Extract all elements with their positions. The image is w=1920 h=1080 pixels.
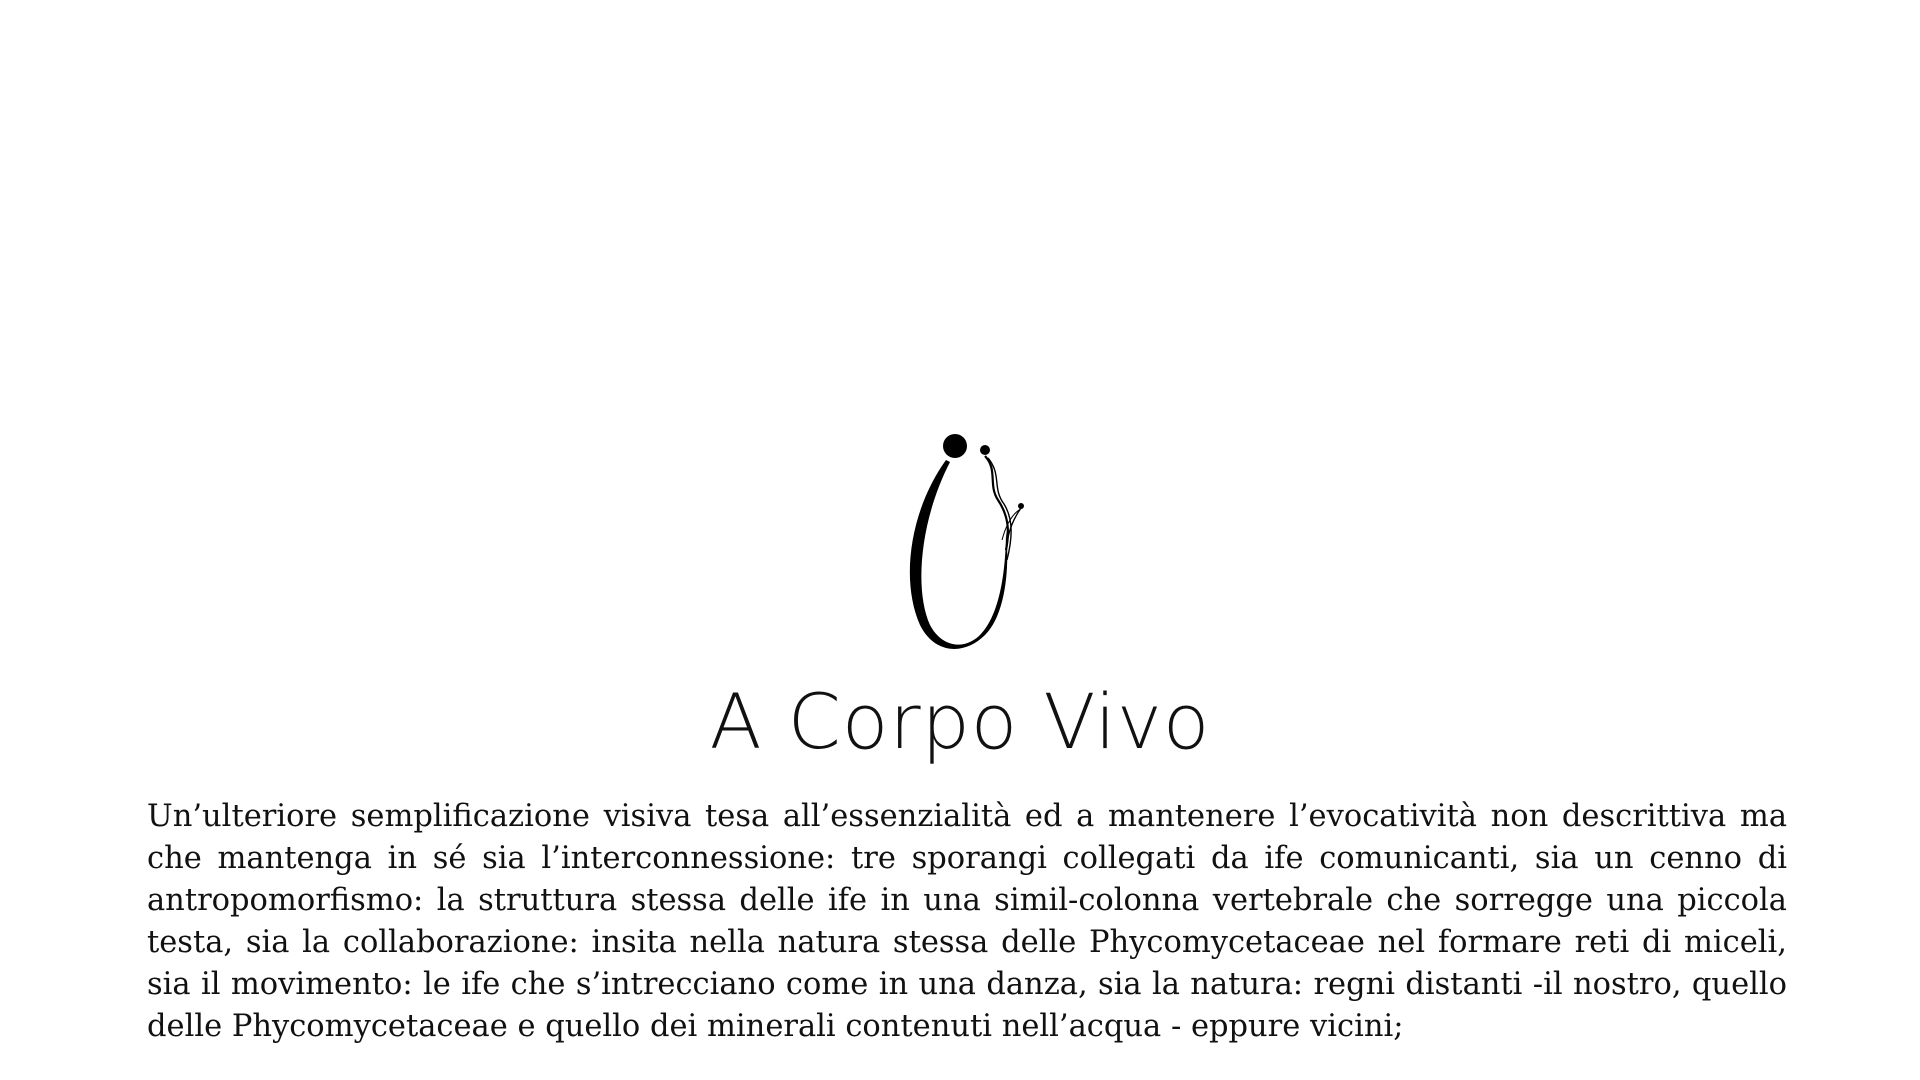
- page-title: A Corpo Vivo: [709, 677, 1211, 766]
- description-paragraph: Un’ulteriore semplificazione visiva tesa all’essenzialità ed a mantenere l’evocatività non descrittiva ma che mantenga in sé sia l’interconnessione: tre sporangi collegati da ife comunicanti, sia un cenno di antropomorfismo: la struttura stessa delle ife in una simil-colonna vertebrale che sorregge una piccola testa, sia la collaborazione: insita nella natura stessa delle Phycomycetaceae nel formare reti di miceli, sia il movimento: le ife che s’intrecciano come in una danza, sia la natura: regni distanti -il nostro, quello delle Phycomycetaceae e quello dei minerali contenuti nell’acqua - eppure vicini;: [147, 799, 1787, 1044]
- sporangia-logo-icon: [880, 430, 1040, 660]
- logo-large-sporangium: [943, 434, 967, 458]
- logo-small-sporangium: [980, 445, 990, 455]
- logo-hypha-1: [985, 456, 1008, 550]
